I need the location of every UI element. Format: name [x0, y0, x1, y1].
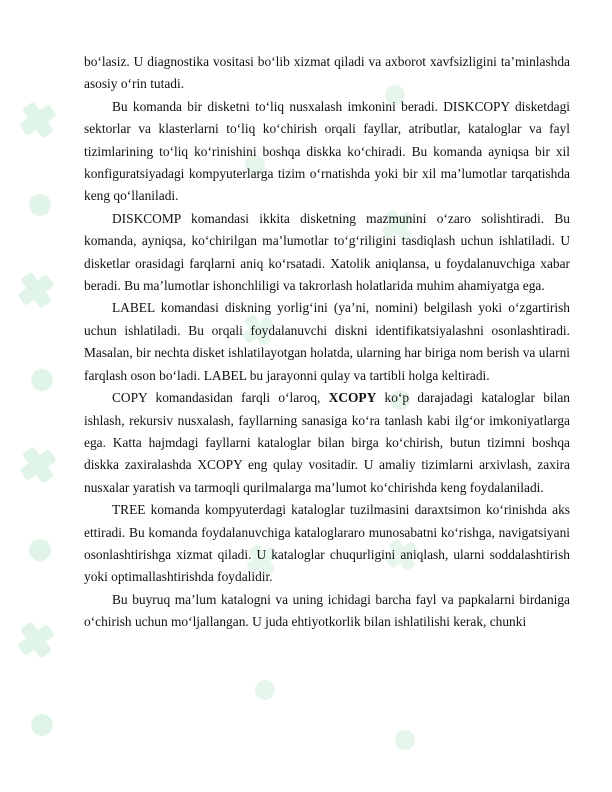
watermark-column-left — [11, 95, 63, 740]
paragraph-deltree: Bu buyruq ma’lum katalogni va uning ichidagi barcha fayl va papkalarni birdaniga o‘chirish uchun mo‘ljallangan. U juda ehtiyotkorlik bilan ishlatilishi kerak, chunki — [84, 591, 570, 630]
paragraph-label: LABEL komandasi diskning yorlig‘ini (ya’ni, nomini) belgilash yoki o‘zgartirish uchun ishlatiladi. Bu orqali foydalanuvchi diskni identifikatsiyalashni osonlashtiradi. Masalan, bir nechta disket ishlatilayotgan holatda, ularning har biriga nom berish va ularni farqlash oson bo‘ladi. LABEL bu jarayonni qulay va tartibli holga keltiradi. — [84, 300, 570, 383]
paragraph-diskcopy: Bu komanda bir disketni to‘liq nusxalash imkonini beradi. DISKCOPY disketdagi sektorlar va klasterlarni to‘liq ko‘chirish orqali fayllar, atributlar, kataloglar va fayl tizimlarining to‘liq ko‘rinishini boshqa diskka ko‘chiradi. Bu komanda ayniqsa bir xil konfiguratsiyadagi kompyuterlarga tizim o‘rnatishda yoki bir xil ma’lumotlar tarqatishda keng qo‘llaniladi. — [84, 98, 570, 204]
paragraph-diskcomp: DISKCOMP komandasi ikkita disketning mazmunini o‘zaro solishtiradi. Bu komanda, ayniqsa, ko‘chirilgan ma’lumotlar to‘g‘riligini tasdiqlash uchun ishlatiladi. U disketlar orasidagi farqlarni aniq ko‘rsatadi. Xatolik aniqlansa, u foydalanuvchiga xabar beradi. Bu ma’lumotlar ishonchliligi va takrorlash holatlarida muhim ahamiyatga ega. — [84, 210, 570, 294]
body-text — [84, 51, 570, 634]
paragraph-continuation: bo‘lasiz. U diagnostika vositasi bo‘lib xizmat qiladi va axborot xavfsizligini ta’minlashda asosiy o‘rin tutadi. — [84, 54, 570, 92]
paragraph-xcopy — [84, 387, 570, 499]
xcopy-text-after: ko‘p darajadagi kataloglar bilan ishlash, rekursiv nusxalash, fayllarning sanasiga ko‘ra tanlash kabi ilg‘or imkoniyatlarga ega. Katta hajmdagi fayllarni kataloglar bilan birga ko‘chirish, butun tizimni boshqa diskka zaxiralashda XCOPY eng qulay vositadir. U amaliy tizimlarni arxivlash, zaxira nusxalar yaratish va tarmoqli qurilmalarga ma’lumot ko‘chirishda keng foydalaniladi. — [84, 390, 570, 495]
xcopy-bold-term: XCOPY — [328, 390, 377, 406]
paragraph-tree: TREE komanda kompyuterdagi kataloglar tuzilmasini daraxtsimon ko‘rinishda aks ettiradi. Bu komanda foydalanuvchiga kataloglararo munosabatni ko‘rishga, navigatsiyani osonlashtirishga xizmat qiladi. U kataloglar chuqurligini aniqlash, ularni soddalashtirish yoki optimallashtirishda foydalidir. — [84, 502, 570, 585]
xcopy-text-before: COPY komandasidan farqli o‘laroq, — [112, 390, 329, 406]
